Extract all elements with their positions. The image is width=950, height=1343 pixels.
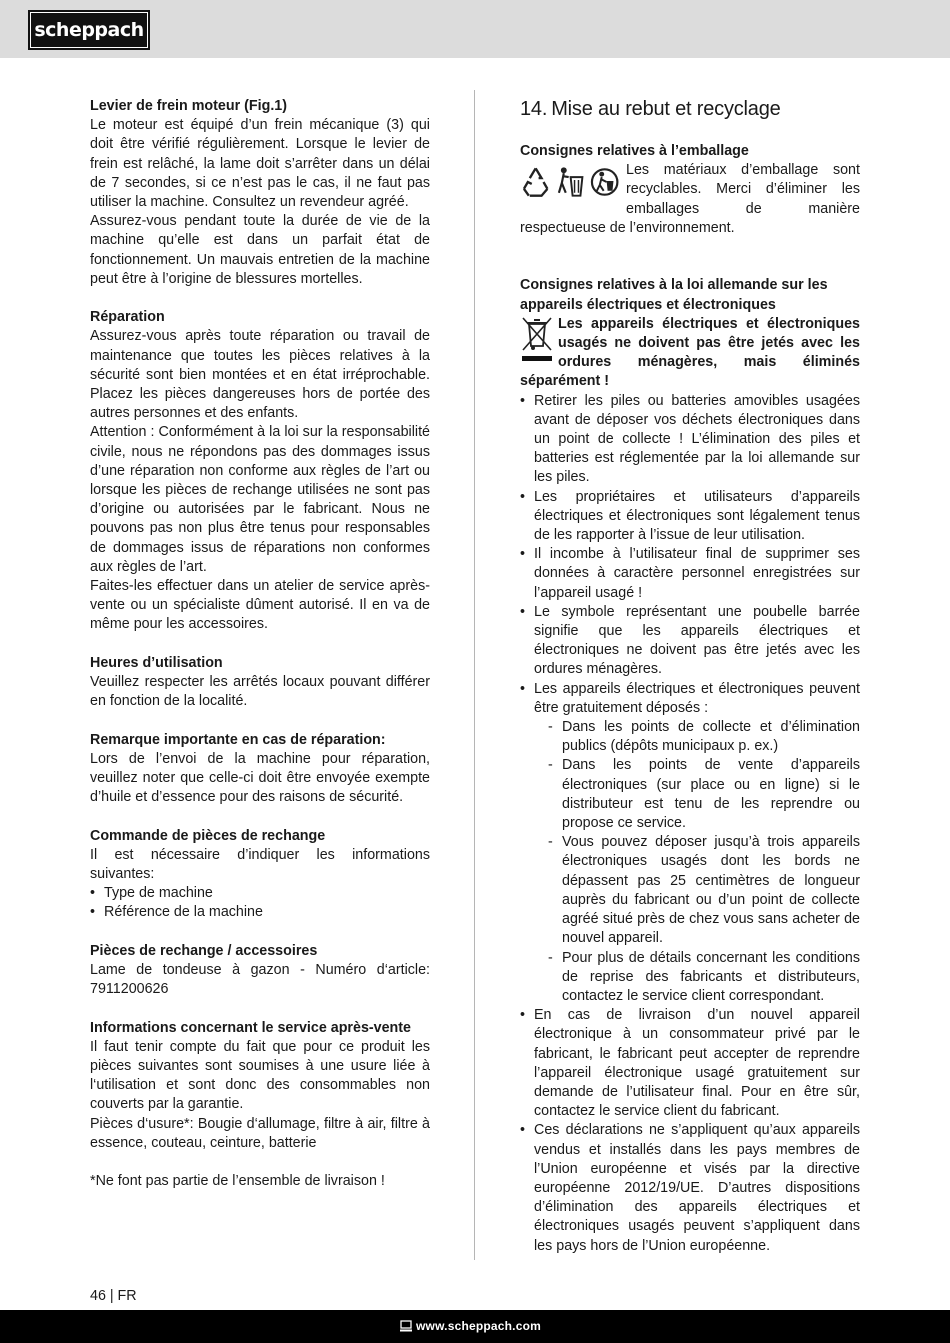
repair-paragraph-2: Attention : Conformément à la loi sur la responsabilité civile, nous ne répondons pas des dommages issus d’une réparation non conforme aux règles de l’art ou lorsque les pièces de rechange utilisées ne sont pas d’origine ou autorisées par le fabricant. Nous ne pouvons pas non plus être tenus pour responsables de dommages issus de réparations non conformes aux règles de l’art. — [90, 424, 430, 575]
packaging-block — [520, 161, 860, 238]
order-list — [90, 884, 430, 922]
order-title: Commande de pièces de rechange — [90, 827, 326, 844]
header-bar — [0, 0, 950, 58]
repair-paragraph-3: Faites-les effectuer dans un atelier de service après-vente ou un spécialiste dûment autorisé. Il en va de même pour les accessoires. — [90, 578, 430, 633]
parts-paragraph: Lame de tondeuse à gazon - Numéro d‘article: 7911200626 — [90, 962, 430, 998]
footnote: *Ne font pas partie de l’ensemble de livraison ! — [90, 1173, 385, 1190]
packaging-paragraph: Les matériaux d’emballage sont recyclables. Merci d’éliminer les emballages de manière respectueuse de l’environnement. — [520, 162, 860, 236]
list-item: • Retirer les piles ou batteries amovibles usagées avant de déposer vos déchets électroniques dans un point de collecte ! L’élimination des piles et batteries est réglementée par la loi allemande sur les piles. — [520, 392, 860, 488]
sub-list-item: - Pour plus de détails concernant les conditions de reprise des fabricants et distributeurs, contactez le service client correspondant. — [534, 949, 860, 1007]
brake-title: Levier de frein moteur (Fig.1) — [90, 98, 288, 114]
website-url: www.scheppach.com — [416, 1319, 541, 1333]
footer-bar — [0, 1310, 950, 1343]
hours-title: Heures d’utilisation — [90, 654, 223, 671]
drop-off-sublist — [534, 718, 860, 1006]
service-paragraph-1: Il faut tenir compte du fait que pour ce produit les pièces suivantes sont soumises à une usure liée à l‘utilisation et sont donc des consommables non couverts par la garantie. — [90, 1038, 430, 1113]
list-item: • En cas de livraison d’un nouvel appareil électronique à un consommateur privé par le fabricant, le fabricant peut accepter de reprendre l’appareil électronique usagé gratuitement sur demande de l’utilisateur final. Pour en être sûr, contactez le service client du fabricant. — [520, 1006, 860, 1121]
scheppach-logo: scheppach — [28, 10, 150, 50]
section-heading — [520, 97, 860, 121]
sub-list-item: - Vous pouvez déposer jusqu’à trois appareils électroniques usagés dont les bords ne dépassent pas 25 centimètres de longueur auprès du fabricant ou d’un point de collecte agréé situé près de chez vous sans acheter de nouvel appareil. — [534, 833, 860, 948]
service-paragraph-2: Pièces d‘usure*: Bougie d‘allumage, filtre à air, filtre à essence, couteau, ceinture, batterie — [90, 1115, 430, 1151]
sub-list-item: - Dans les points de vente d’appareils électroniques (sur place ou en ligne) si le distributeur est tenu de les reprendre ou propose ce service. — [534, 756, 860, 833]
recycle-icon — [520, 165, 551, 199]
list-item — [520, 680, 860, 1006]
repair-paragraph-1: Assurez-vous après toute réparation ou travail de maintenance que toutes les pièces relatives à la sécurité sont bien montées et en état irréprochable. Placez les pièces dangereuses hors de portée des autres personnes et des enfants. — [90, 328, 430, 422]
repair-note-paragraph: Lors de l’envoi de la machine pour réparation, veuillez noter que celle-ci doit être envoyée exempte d’huile et d’essence pour des raisons de sécurité. — [90, 750, 430, 806]
service-title: Informations concernant le service après-vente — [90, 1019, 412, 1036]
column-divider — [474, 90, 475, 1260]
page-number: 46 | FR — [90, 1288, 137, 1304]
hours-paragraph: Veuillez respecter les arrêtés locaux pouvant différer en fonction de la localité. — [90, 674, 430, 710]
list-item: • Les propriétaires et utilisateurs d’appareils électriques et électroniques sont légalement tenus de les rapporter à l’issue de leur utilisation. — [520, 488, 860, 546]
weee-block — [520, 315, 860, 392]
parts-title: Pièces de rechange / accessoires — [90, 942, 318, 959]
order-paragraph: Il est nécessaire d’indiquer les informations suivantes: — [90, 846, 430, 883]
right-column — [520, 97, 860, 1256]
brake-paragraph-2: Assurez-vous pendant toute la durée de vie de la machine qu’elle est dans un parfait état de fonctionnement. Un mauvais entretien de la machine peut être à l’origine de blessures mortelles. — [90, 213, 430, 287]
packaging-icons — [520, 165, 620, 209]
section-number: 14. — [520, 98, 548, 120]
trash-bin-icon — [554, 165, 585, 199]
computer-icon — [400, 1320, 412, 1332]
weee-title: Consignes relatives à la loi allemande sur les appareils électriques et électroniques — [520, 277, 828, 313]
list-item: • Référence de la machine — [90, 903, 430, 922]
left-column — [90, 97, 430, 1191]
list-item: • Type de machine — [90, 884, 430, 903]
sub-list-item: - Dans les points de collecte et d’élimination publics (dépôts municipaux p. ex.) — [534, 718, 860, 756]
section-title: Mise au rebut et recyclage — [551, 98, 781, 120]
website-link[interactable] — [400, 1319, 541, 1333]
repair-title: Réparation — [90, 309, 165, 326]
list-item-text: Les appareils électriques et électroniques peuvent être gratuitement déposés : — [534, 680, 860, 716]
crossed-bin-icon — [520, 316, 554, 364]
disposal-list — [520, 392, 860, 1256]
packaging-title: Consignes relatives à l’emballage — [520, 143, 749, 159]
disposal-icon — [589, 165, 620, 199]
list-item: • Le symbole représentant une poubelle barrée signifie que les appareils électriques et électroniques ne doivent pas être jetés avec les ordures ménagères. — [520, 603, 860, 680]
brake-paragraph-1: Le moteur est équipé d’un frein mécanique (3) qui doit être vérifié régulièrement. Lorsque le levier de frein est relâché, la lame doit s’arrêter dans un délai de 7 secondes, si ce n’est pas le cas, il ne faut pas utiliser la machine. Consultez un revendeur agréé. — [90, 117, 430, 211]
list-item: • Il incombe à l’utilisateur final de supprimer ses données à caractère personnel enregistrées sur l’appareil usagé ! — [520, 545, 860, 603]
repair-note-title: Remarque importante en cas de réparation: — [90, 731, 386, 748]
list-item: • Ces déclarations ne s’appliquent qu’aux appareils vendus et installés dans les pays membres de l’Union européenne et visés par la directive européenne 2012/19/UE. D’autres dispositions d’élimination des appareils électriques et électroniques usagés peuvent s’appliquent dans les pays hors de l’Union européenne. — [520, 1121, 860, 1255]
weee-warning: Les appareils électriques et électroniques usagés ne doivent pas être jetés avec les ordures ménagères, mais éliminés séparément ! — [520, 315, 860, 390]
